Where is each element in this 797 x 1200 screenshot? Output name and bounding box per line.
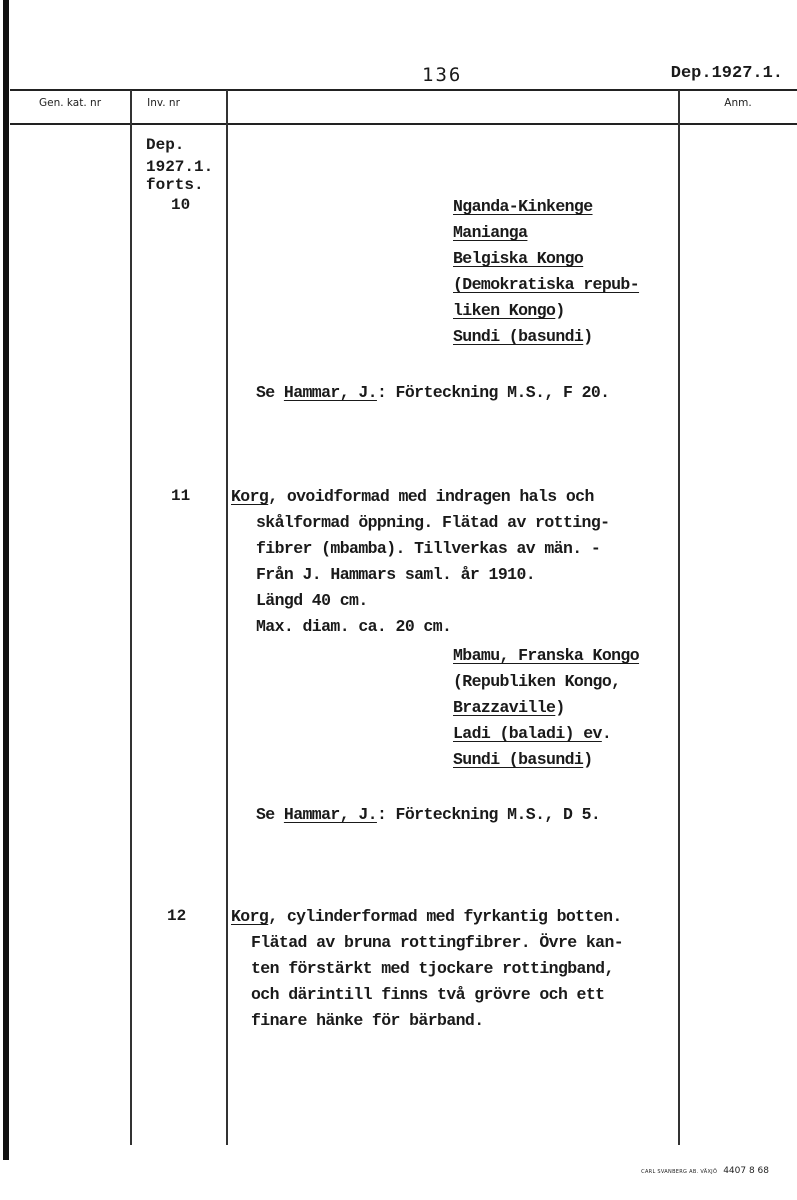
location-block: Nganda-Kinkenge Manianga Belgiska Kongo (Demokratiska repub- liken Kongo) Sundi (basundi)	[453, 197, 640, 346]
catalog-reference: Dep.1927.1.	[670, 64, 783, 83]
continuation-line-1: Dep.	[146, 136, 185, 154]
inventory-number: 11	[171, 487, 191, 505]
inventory-number: 12	[167, 907, 187, 925]
continuation-line-3: forts.	[146, 176, 204, 194]
description-block: Korg, ovoidformad med indragen hals och skålformad öppning. Flätad av rotting- fibrer (mbamba). Tillverkas av män. - Från J. Hammars saml. år 1910. Längd 40 cm. Max. diam. ca. 20 cm.	[231, 487, 610, 636]
column-header-gen-kat-nr: Gen. kat. nr	[38, 97, 102, 109]
column-header-anm: Anm.	[724, 97, 752, 109]
column-header-inv-nr: Inv. nr	[147, 97, 180, 109]
description-block: Korg, cylinderformad med fyrkantig botten. Flätad av bruna rottingfibrer. Övre kan- ten förstärkt med tjockare rottingband, och därintill finns två grövre och ett finare hänke för bärband.	[231, 907, 624, 1030]
reference-line: Se Hammar, J.: Förteckning M.S., D 5.	[256, 805, 601, 824]
column-divider-1	[130, 90, 132, 1145]
page-number: 136	[422, 64, 463, 86]
continuation-line-2: 1927.1.	[146, 158, 214, 176]
left-binding-bar	[3, 0, 9, 1160]
column-divider-2	[226, 90, 228, 1145]
reference-line: Se Hammar, J.: Förteckning M.S., F 20.	[256, 383, 610, 402]
printer-footer: CARL SVANBERG AB. VÄXJÖ 4407 8 68	[641, 1166, 769, 1176]
column-divider-3	[678, 90, 680, 1145]
location-block: Mbamu, Franska Kongo (Republiken Kongo, Brazzaville) Ladi (baladi) ev. Sundi (basundi)	[453, 646, 640, 769]
inventory-number: 10	[171, 196, 191, 214]
